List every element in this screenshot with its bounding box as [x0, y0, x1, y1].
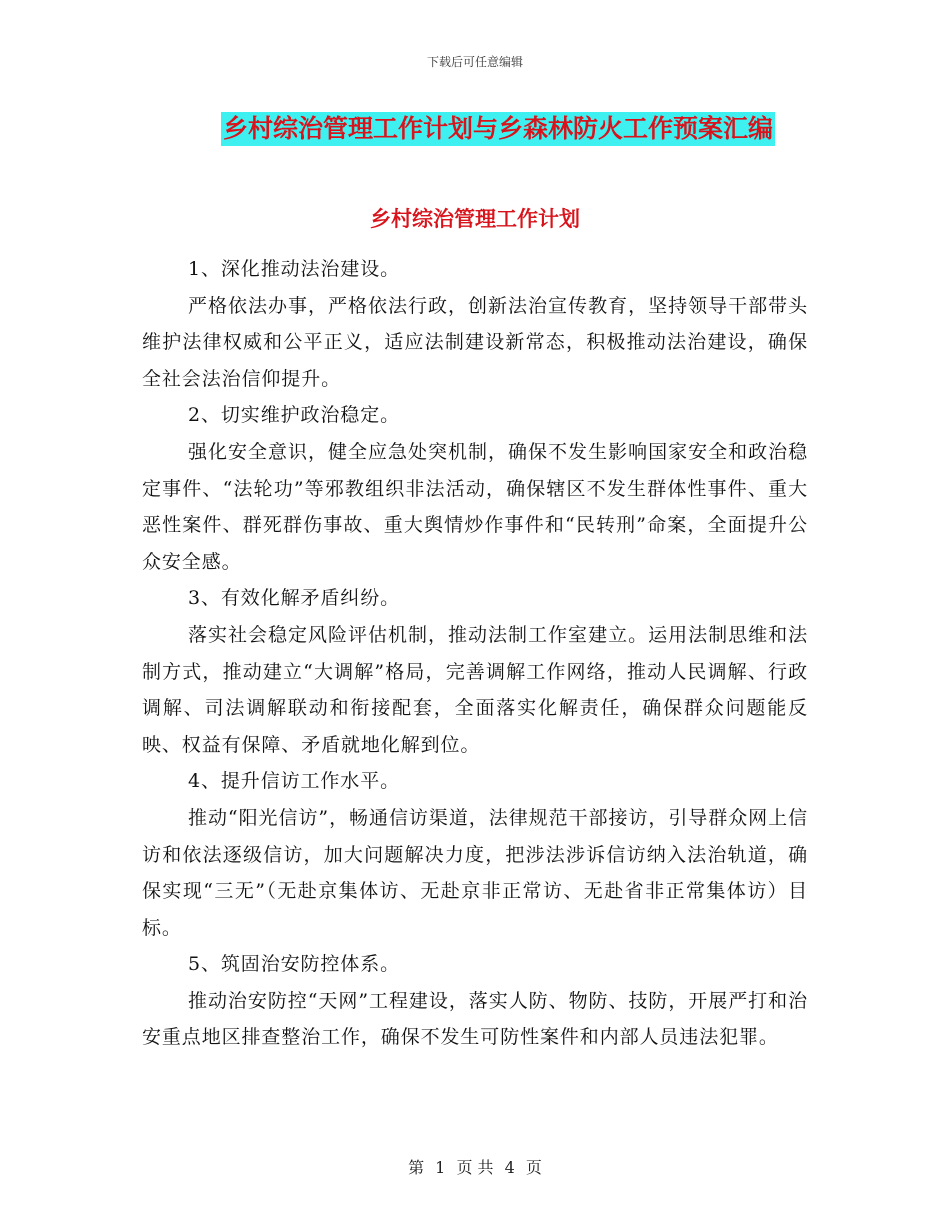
section-title: 乡村综治管理工作计划	[370, 207, 580, 231]
document-title: 乡村综治管理工作计划与乡森林防火工作预案汇编	[221, 112, 775, 146]
page-footer	[0, 1155, 950, 1178]
heading-item-5: 5、筑固治安防控体系。	[188, 953, 400, 976]
body-paragraph: 推动“阳光信访”，畅通信访渠道，法律规范干部接访，引导群众网上信访和依法逐级信访，加大问题解决力度，把涉法涉诉信访纳入法治轨道，确保实现“三无”（无赴京集体访、无赴京非正常访、无赴省非正常集体访）目标。	[142, 806, 808, 939]
page-header-note: 下载后可任意编辑	[426, 55, 523, 69]
footer-page-number: 1	[435, 1158, 446, 1177]
heading-item-1: 1、深化推动法治建设。	[188, 258, 400, 280]
footer-total-pages: 4	[504, 1158, 515, 1177]
footer-label-pages: 页	[525, 1158, 542, 1177]
document-title-wrapper	[0, 112, 950, 146]
footer-label-page: 第	[408, 1158, 425, 1177]
body-paragraph: 落实社会稳定风险评估机制，推动法制工作室建立。运用法制思维和法制方式，推动建立“大调解”格局，完善调解工作网络，推动人民调解、行政调解、司法调解联动和衔接配套，全面落实化解责任，确保群众问题能反映、权益有保障、矛盾就地化解到位。	[142, 623, 808, 756]
body-paragraph: 强化安全意识，健全应急处突机制，确保不发生影响国家安全和政治稳定事件、“法轮功”等邪教组织非法活动，确保辖区不发生群体性事件、重大恶性案件、群死群伤事故、重大舆情炒作事件和“民转刑”命案，全面提升公众安全感。	[142, 440, 808, 573]
heading-item-3: 3、有效化解矛盾纠纷。	[188, 587, 400, 610]
heading-item-2: 2、切实维护政治稳定。	[188, 404, 400, 427]
heading-item-4: 4、提升信访工作水平。	[188, 770, 400, 793]
body-paragraph: 推动治安防控“天网”工程建设，落实人防、物防、技防，开展严打和治安重点地区排查整治工作，确保不发生可防性案件和内部人员违法犯罪。	[142, 989, 808, 1049]
document-body	[142, 251, 808, 1056]
body-paragraph: 严格依法办事，严格依法行政，创新法治宣传教育，坚持领导干部带头维护法律权威和公平正义，适应法制建设新常态，积极推动法治建设，确保全社会法治信仰提升。	[142, 294, 808, 390]
footer-label-of: 页 共	[456, 1158, 494, 1177]
